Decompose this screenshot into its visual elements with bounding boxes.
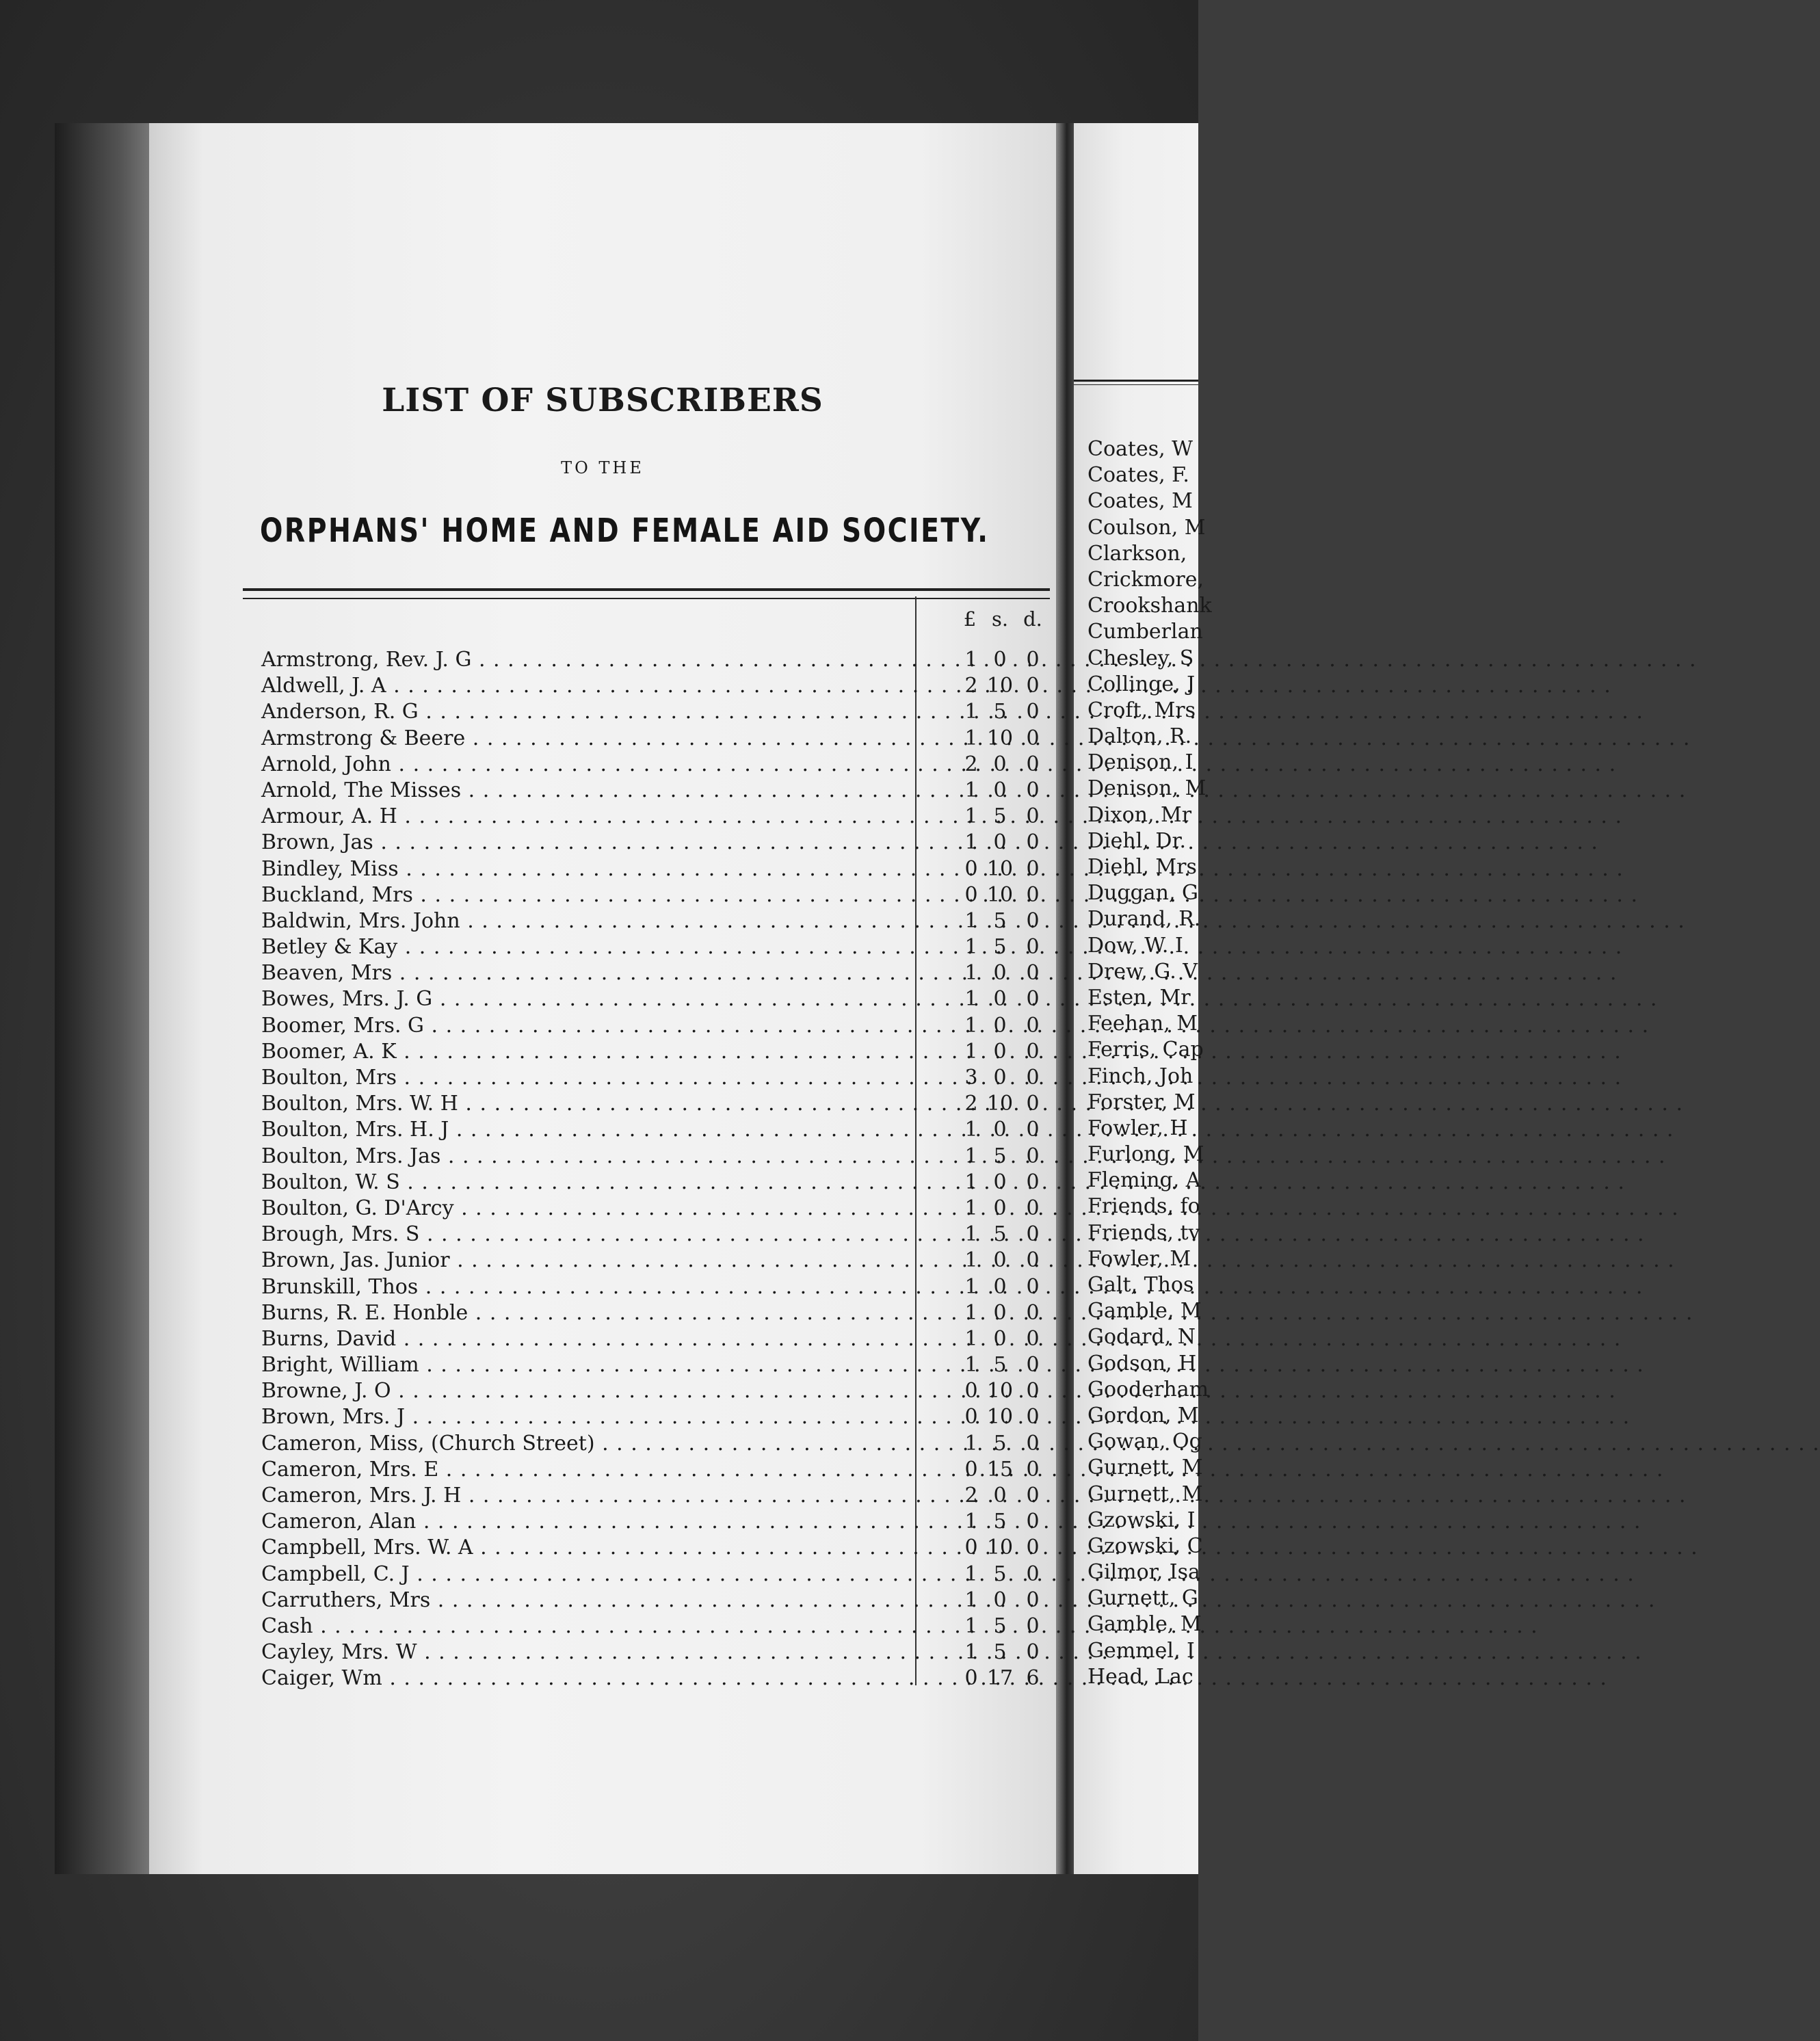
pence-value: 0	[1026, 856, 1040, 881]
shillings-value: 0	[993, 778, 1007, 802]
right-page-entry: Coulson, M	[1087, 515, 1206, 540]
right-page-entry: Durand, R.	[1087, 907, 1201, 932]
pounds-value: 1	[964, 935, 978, 960]
shillings-value: 5	[993, 1144, 1007, 1168]
pounds-value: 1	[964, 1170, 978, 1194]
pounds-value: 2	[964, 1484, 978, 1507]
shillings-value: 0	[993, 1248, 1007, 1273]
right-page-entry: Fowler, M	[1087, 1246, 1191, 1271]
subscriber-row	[261, 1091, 1058, 1117]
subscriber-name: Bright, William . . .	[261, 1352, 911, 1378]
shillings-value: 0	[993, 648, 1007, 672]
pence-value: 0	[1026, 987, 1040, 1012]
shillings-value: 0	[993, 1300, 1007, 1325]
pence-value: 0	[1026, 778, 1040, 802]
shillings-value: 0	[993, 1066, 1007, 1090]
subscriber-list	[261, 647, 1058, 1692]
shillings-value: 5	[993, 1222, 1007, 1247]
right-page-entry: Gamble, M	[1087, 1299, 1202, 1324]
subscriber-name: Cayley, Mrs. W . . .	[261, 1640, 911, 1665]
subscriber-row	[261, 908, 1058, 934]
pounds-value: 1	[964, 961, 978, 986]
pence-value: 0	[1026, 1614, 1040, 1638]
right-page-entry: Forster, M	[1087, 1090, 1196, 1114]
right-page-entry: Crickmore,	[1087, 567, 1204, 592]
subscriber-row	[261, 830, 1058, 856]
subscriber-name: Boulton, Mrs . . .	[261, 1065, 911, 1091]
pounds-value: 2	[964, 1092, 978, 1116]
subscriber-row	[261, 1614, 1058, 1640]
subscriber-name: Armstrong, Rev. J. G . . .	[261, 647, 911, 673]
subscriber-name: Cameron, Alan . . .	[261, 1509, 911, 1535]
right-page-entry: Friends, tv	[1087, 1220, 1200, 1245]
pence-value: 0	[1026, 1510, 1040, 1534]
right-page-entry: Denison, M	[1087, 776, 1206, 801]
subscriber-row	[261, 1457, 1058, 1483]
pence-value: 0	[1026, 1144, 1040, 1168]
subscriber-name: Baldwin, Mrs. John . . .	[261, 908, 911, 934]
subscriber-name: Betley & Kay . . .	[261, 934, 911, 960]
pence-value: 0	[1026, 1013, 1040, 1038]
right-page-entry: Denison, I	[1087, 750, 1193, 775]
header-rule	[243, 588, 1050, 599]
subscriber-row	[261, 1144, 1058, 1170]
right-page-entry: Feehan, M	[1087, 1012, 1198, 1036]
pounds-value: 1	[964, 908, 978, 933]
pounds-value: 1	[964, 1300, 978, 1325]
pounds-value: 0	[964, 1666, 978, 1691]
pounds-value: 1	[964, 1196, 978, 1220]
right-page-entry: Gooderham	[1087, 1377, 1209, 1401]
shillings-value: 5	[993, 1562, 1007, 1586]
right-page-entry: Godson, H	[1087, 1351, 1197, 1375]
right-page-entry: Gilmor, Isa	[1087, 1560, 1200, 1585]
right-page-entry: Clarkson,	[1087, 541, 1187, 566]
shillings-value: 0	[993, 1118, 1007, 1142]
right-page-entry: Gamble, M	[1087, 1612, 1202, 1637]
pounds-value: 1	[964, 1039, 978, 1064]
subscriber-name: Campbell, C. J . . .	[261, 1562, 911, 1588]
subscriber-row	[261, 1509, 1058, 1535]
shillings-value: 0	[993, 961, 1007, 986]
subscriber-row	[261, 1378, 1058, 1404]
shillings-value: 10	[986, 1379, 1014, 1404]
pence-value: 0	[1026, 908, 1040, 933]
pence-value: 0	[1026, 1039, 1040, 1064]
right-page-entry: Drew, G. V	[1087, 959, 1198, 984]
pence-value: 0	[1026, 1274, 1040, 1299]
pence-value: 0	[1026, 700, 1040, 724]
subscriber-name: Browne, J. O . . .	[261, 1378, 911, 1404]
subscriber-name: Boomer, A. K . . .	[261, 1039, 911, 1065]
shillings-value: 0	[993, 1170, 1007, 1194]
right-page-entry: Gzowski, I	[1087, 1507, 1196, 1532]
pence-value: 0	[1026, 804, 1040, 829]
pounds-value: 1	[964, 726, 978, 750]
pence-value: 0	[1026, 752, 1040, 776]
society-name: ORPHANS' HOME AND FEMALE AID SOCIETY.	[260, 512, 990, 550]
subscriber-name: Burns, David . . .	[261, 1326, 911, 1352]
right-page-entry: Godard, N	[1087, 1325, 1196, 1349]
subscriber-row	[261, 1196, 1058, 1222]
pounds-value: 1	[964, 1144, 978, 1168]
pence-value: 0	[1026, 830, 1040, 855]
subscriber-name: Brown, Jas . . .	[261, 830, 911, 856]
shillings-value: 5	[993, 804, 1007, 829]
right-page-entry: Furlong, M	[1087, 1142, 1204, 1167]
subscriber-row	[261, 1535, 1058, 1561]
subscriber-row	[261, 699, 1058, 725]
subscriber-row	[261, 1352, 1058, 1378]
shillings-value: 0	[993, 1326, 1007, 1351]
pounds-value: 1	[964, 804, 978, 829]
pounds-value: 1	[964, 1510, 978, 1534]
book-spine	[55, 123, 150, 1874]
shillings-value: 0	[993, 987, 1007, 1012]
right-page-entry: Dixon, Mr	[1087, 802, 1192, 827]
pounds-value: 1	[964, 1248, 978, 1273]
right-page-entry: Coates, M	[1087, 489, 1193, 514]
right-page-entry: Coates, W	[1087, 437, 1193, 461]
shillings-value: 5	[993, 700, 1007, 724]
pounds-value: 1	[964, 1431, 978, 1456]
subscriber-row	[261, 986, 1058, 1012]
subscriber-row	[261, 1665, 1058, 1691]
pence-value: 0	[1026, 1640, 1040, 1665]
pence-value: 0	[1026, 1118, 1040, 1142]
right-page-entry: Coates, F.	[1087, 463, 1189, 488]
right-page-rule	[1074, 380, 1198, 385]
subscriber-row	[261, 1640, 1058, 1665]
pounds-value: 1	[964, 1222, 978, 1247]
subscriber-name: Bindley, Miss . . .	[261, 856, 911, 882]
right-page-entry: Gurnett, M	[1087, 1482, 1203, 1506]
pounds-value: 1	[964, 987, 978, 1012]
subscriber-row	[261, 1483, 1058, 1509]
subscriber-row	[261, 1326, 1058, 1352]
right-page-entry: Gzowski, C	[1087, 1533, 1203, 1558]
pence-value: 0	[1026, 1484, 1040, 1507]
subscriber-row	[261, 1170, 1058, 1196]
pounds-value: 1	[964, 1353, 978, 1378]
shillings-value: 5	[993, 1640, 1007, 1665]
pence-value: 6	[1026, 1666, 1040, 1691]
subscriber-name: Bowes, Mrs. J. G . . .	[261, 986, 911, 1012]
shillings-value: 10	[986, 882, 1014, 907]
subscriber-row	[261, 856, 1058, 882]
pounds-value: 0	[964, 1379, 978, 1404]
shillings-value: 0	[993, 1274, 1007, 1299]
pounds-value: 1	[964, 700, 978, 724]
shillings-value: 10	[986, 1092, 1014, 1116]
subscriber-name: Armour, A. H . . .	[261, 804, 911, 830]
right-page-entry: Galt, Thos	[1087, 1273, 1194, 1297]
right-page-entry: Gordon, M	[1087, 1403, 1199, 1427]
pence-value: 0	[1026, 1326, 1040, 1351]
pence-value: 0	[1026, 1431, 1040, 1456]
subscriber-row	[261, 1274, 1058, 1300]
pounds-header: £	[963, 607, 977, 631]
shillings-value: 15	[986, 1457, 1014, 1482]
subscriber-name: Burns, R. E. Honble . . .	[261, 1300, 911, 1326]
shillings-value: 0	[993, 1196, 1007, 1220]
subscriber-name: Cameron, Mrs. E . . .	[261, 1457, 911, 1483]
subscriber-name: Arnold, The Misses . . .	[261, 778, 911, 804]
subscriber-name: Armstrong & Beere . . .	[261, 726, 911, 752]
shillings-value: 0	[993, 1484, 1007, 1507]
subscriber-name: Cameron, Mrs. J. H . . .	[261, 1483, 911, 1509]
shillings-value: 0	[993, 1588, 1007, 1612]
subscriber-name: Buckland, Mrs . . .	[261, 882, 911, 908]
right-page-entry: Diehl, Mrs	[1087, 855, 1197, 879]
pence-value: 0	[1026, 961, 1040, 986]
pence-value: 0	[1026, 1562, 1040, 1586]
subscriber-row	[261, 1562, 1058, 1588]
pounds-value: 1	[964, 1118, 978, 1142]
right-page-entry: Friends, fo	[1087, 1194, 1200, 1219]
pounds-value: 0	[964, 856, 978, 881]
pence-value: 0	[1026, 726, 1040, 750]
pounds-value: 1	[964, 1326, 978, 1351]
pounds-value: 1	[964, 1588, 978, 1612]
pence-value: 0	[1026, 674, 1040, 698]
subscriber-row	[261, 726, 1058, 752]
pounds-value: 1	[964, 778, 978, 802]
subscriber-name: Boomer, Mrs. G . . .	[261, 1013, 911, 1039]
pence-value: 0	[1026, 1457, 1040, 1482]
pounds-value: 0	[964, 1405, 978, 1430]
right-page-entry: Head, Lac	[1087, 1664, 1193, 1689]
subscriber-name: Boulton, Mrs. H. J . . .	[261, 1117, 911, 1143]
shillings-value: 5	[993, 908, 1007, 933]
pounds-value: 1	[964, 830, 978, 855]
pence-value: 0	[1026, 1092, 1040, 1116]
subscriber-row	[261, 673, 1058, 699]
subscriber-row	[261, 1431, 1058, 1457]
pence-value: 0	[1026, 1588, 1040, 1612]
page-title: LIST OF SUBSCRIBERS	[382, 382, 823, 419]
subscriber-row	[261, 1222, 1058, 1248]
pence-value: 0	[1026, 1353, 1040, 1378]
subscriber-row	[261, 882, 1058, 908]
pounds-value: 3	[964, 1066, 978, 1090]
pence-value: 0	[1026, 1222, 1040, 1247]
pounds-value: 1	[964, 1614, 978, 1638]
subscriber-name: Brown, Mrs. J . . .	[261, 1404, 911, 1430]
shillings-value: 5	[993, 1431, 1007, 1456]
subtitle-to-the: TO THE	[561, 458, 644, 477]
right-page-entry: Finch, Joh	[1087, 1064, 1193, 1088]
pounds-value: 1	[964, 1013, 978, 1038]
shillings-value: 5	[993, 1510, 1007, 1534]
subscriber-name: Brunskill, Thos . . .	[261, 1274, 911, 1300]
shillings-value: 10	[986, 1405, 1014, 1430]
right-page-entry: Chesley, S	[1087, 646, 1194, 670]
subscriber-row	[261, 752, 1058, 778]
subscriber-row	[261, 804, 1058, 830]
shillings-value: 17	[986, 1666, 1014, 1691]
right-page-entry: Croft, Mrs	[1087, 698, 1196, 722]
pounds-value: 1	[964, 1274, 978, 1299]
right-page-entry: Gemmel, I	[1087, 1638, 1195, 1663]
subscriber-name: Boulton, W. S . . .	[261, 1170, 911, 1196]
subscriber-name: Boulton, Mrs. Jas . . .	[261, 1144, 911, 1170]
pounds-value: 0	[964, 1457, 978, 1482]
right-page-entry: Ferris, Cap	[1087, 1038, 1204, 1062]
pounds-value: 1	[964, 1562, 978, 1586]
subscriber-row	[261, 934, 1058, 960]
shillings-value: 0	[993, 830, 1007, 855]
pence-value: 0	[1026, 1379, 1040, 1404]
pence-value: 0	[1026, 1248, 1040, 1273]
right-page-entry: Esten, Mr	[1087, 985, 1191, 1010]
right-page-entry: Gurnett, M	[1087, 1456, 1203, 1480]
shillings-value: 5	[993, 1614, 1007, 1638]
subscriber-name: Brough, Mrs. S . . .	[261, 1222, 911, 1248]
subscriber-name: Boulton, Mrs. W. H . . .	[261, 1091, 911, 1117]
shillings-value: 10	[986, 1536, 1014, 1560]
subscriber-name: Aldwell, J. A . . .	[261, 673, 911, 699]
shillings-value: 10	[986, 856, 1014, 881]
pence-value: 0	[1026, 882, 1040, 907]
shillings-value: 10	[986, 726, 1014, 750]
shillings-value: 0	[993, 752, 1007, 776]
subscriber-name: Campbell, Mrs. W. A . . .	[261, 1535, 911, 1561]
right-page-entry: Gowan, Og	[1087, 1430, 1202, 1454]
subscriber-name: Cash . . .	[261, 1614, 911, 1640]
subscriber-row	[261, 1248, 1058, 1274]
shillings-value: 0	[993, 1039, 1007, 1064]
subscriber-name: Carruthers, Mrs . . .	[261, 1588, 911, 1614]
pounds-value: 2	[964, 752, 978, 776]
pounds-value: 0	[964, 882, 978, 907]
subscriber-name: Boulton, G. D'Arcy . . .	[261, 1196, 911, 1222]
subscriber-name: Caiger, Wm . . .	[261, 1665, 911, 1691]
subscriber-name: Beaven, Mrs . . .	[261, 960, 911, 986]
pence-value: 0	[1026, 1405, 1040, 1430]
subscriber-row	[261, 1065, 1058, 1091]
subscriber-row	[261, 960, 1058, 986]
pounds-value: 0	[964, 1536, 978, 1560]
pounds-value: 1	[964, 648, 978, 672]
subscriber-row	[261, 1039, 1058, 1065]
shillings-header: s.	[991, 607, 1009, 631]
subscriber-name: Cameron, Miss, (Church Street) . . .	[261, 1431, 911, 1457]
right-page-entry: Cumberlan	[1087, 620, 1203, 644]
right-page-entry: Collinge, J	[1087, 672, 1196, 696]
right-page-entry: Gurnett, G	[1087, 1586, 1198, 1611]
pence-value: 0	[1026, 1196, 1040, 1220]
pence-value: 0	[1026, 648, 1040, 672]
subscriber-row	[261, 1117, 1058, 1143]
subscriber-row	[261, 778, 1058, 804]
right-page-entry: Dow, W. I	[1087, 933, 1183, 958]
subscriber-name: Anderson, R. G . . .	[261, 699, 911, 725]
subscriber-row	[261, 1300, 1058, 1326]
shillings-value: 0	[993, 1013, 1007, 1038]
pence-value: 0	[1026, 935, 1040, 960]
right-page-entry: Diehl, Dr.	[1087, 828, 1187, 853]
pence-value: 0	[1026, 1170, 1040, 1194]
shillings-value: 10	[986, 674, 1014, 698]
shillings-value: 5	[993, 935, 1007, 960]
subscriber-name: Arnold, John . . .	[261, 752, 911, 778]
subscriber-name: Brown, Jas. Junior . . .	[261, 1248, 911, 1274]
right-page-entry: Dalton, R.	[1087, 724, 1192, 749]
right-page-entry: Fleming, A	[1087, 1168, 1201, 1193]
pence-value: 0	[1026, 1536, 1040, 1560]
pence-value: 0	[1026, 1300, 1040, 1325]
pounds-value: 2	[964, 674, 978, 698]
right-page-entry: Crookshank	[1087, 594, 1212, 618]
shillings-value: 5	[993, 1353, 1007, 1378]
pounds-value: 1	[964, 1640, 978, 1665]
pence-header: d.	[1023, 607, 1042, 631]
right-page-entry: Duggan, G	[1087, 881, 1199, 906]
subscriber-row	[261, 1013, 1058, 1039]
right-page-entry: Fowler, H	[1087, 1116, 1188, 1140]
subscriber-row	[261, 1404, 1058, 1430]
subscriber-row	[261, 647, 1058, 673]
pence-value: 0	[1026, 1066, 1040, 1090]
subscriber-row	[261, 1588, 1058, 1614]
